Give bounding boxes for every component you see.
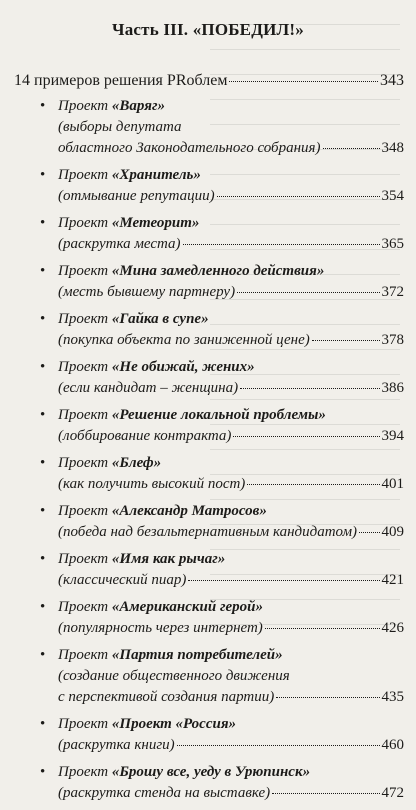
page-number: 354	[381, 188, 404, 204]
page-number: 435	[381, 689, 404, 705]
bullet-icon: •	[40, 599, 46, 615]
project-description: (месть бывшему партнеру)	[58, 284, 236, 300]
project-description: (раскрутка стенда на выставке)	[58, 785, 271, 801]
bullet-icon: •	[40, 215, 46, 231]
toc-entry[interactable]	[0, 645, 416, 708]
page-number: 348	[381, 140, 404, 156]
toc-entry[interactable]	[0, 261, 416, 303]
main-entry-page: 343	[380, 72, 404, 89]
project-name: «Проект «Россия»	[111, 716, 237, 732]
project-name: «Гайка в супе»	[111, 311, 209, 327]
dot-leader	[183, 244, 380, 245]
project-name: «Варяг»	[111, 98, 165, 114]
project-name: «Мина замедленного действия»	[111, 263, 325, 279]
toc-entry[interactable]	[0, 549, 416, 591]
page-number: 372	[381, 284, 404, 300]
page-number: 365	[381, 236, 404, 252]
project-prefix: Проект	[58, 503, 109, 519]
toc-entry[interactable]	[0, 405, 416, 447]
bullet-icon: •	[40, 455, 46, 471]
project-description: (популярность через интернет)	[58, 620, 263, 636]
project-name: «Имя как рычаг»	[111, 551, 226, 567]
project-description: (выборы депутата	[58, 119, 182, 135]
project-prefix: Проект	[58, 407, 109, 423]
page-number: 394	[381, 428, 404, 444]
project-prefix: Проект	[58, 98, 109, 114]
toc-entry[interactable]	[0, 213, 416, 255]
project-prefix: Проект	[58, 263, 109, 279]
project-description: (раскрутка книги)	[58, 737, 175, 753]
project-name: «Не обижай, жених»	[111, 359, 255, 375]
toc-entry[interactable]	[0, 165, 416, 207]
toc-main-entry[interactable]	[14, 72, 404, 90]
dot-leader	[177, 745, 380, 746]
project-name: «Решение локальной проблемы»	[111, 407, 326, 423]
toc-entry[interactable]	[0, 501, 416, 543]
bullet-icon: •	[40, 551, 46, 567]
page-number: 378	[381, 332, 404, 348]
bullet-icon: •	[40, 359, 46, 375]
dot-leader	[237, 292, 379, 293]
bullet-icon: •	[40, 503, 46, 519]
part-title: Часть III. «ПОБЕДИЛ!»	[112, 20, 304, 39]
bullet-icon: •	[40, 407, 46, 423]
project-description: (лоббирование контракта)	[58, 428, 232, 444]
project-prefix: Проект	[58, 599, 109, 615]
project-description: с перспективой создания партии)	[58, 689, 275, 705]
project-description: (покупка объекта по заниженной цене)	[58, 332, 310, 348]
project-name: «Блеф»	[111, 455, 162, 471]
project-description: (создание общественного движения	[58, 668, 290, 684]
project-description: (отмывание репутации)	[58, 188, 215, 204]
page-number: 472	[381, 785, 404, 801]
main-entry-label: 14 примеров решения PRоблем	[14, 72, 228, 89]
toc-entry[interactable]	[0, 714, 416, 756]
project-prefix: Проект	[58, 455, 109, 471]
project-prefix: Проект	[58, 167, 109, 183]
toc-entry[interactable]	[0, 453, 416, 495]
dot-leader	[276, 697, 379, 698]
dot-leader	[229, 81, 378, 82]
project-name: «Партия потребителей»	[111, 647, 283, 663]
toc-entry[interactable]	[0, 309, 416, 351]
project-description: (победа над безальтернативным кандидатом)	[58, 524, 358, 540]
toc-entry[interactable]	[0, 357, 416, 399]
project-name: «Метеорит»	[111, 215, 200, 231]
project-description: (если кандидат – женщина)	[58, 380, 239, 396]
dot-leader	[265, 628, 380, 629]
dot-leader	[188, 580, 379, 581]
bullet-icon: •	[40, 98, 46, 114]
toc-entry[interactable]	[0, 762, 416, 804]
project-name: «Брошу все, уеду в Урюпинск»	[111, 764, 311, 780]
project-prefix: Проект	[58, 215, 109, 231]
project-name: «Хранитель»	[111, 167, 201, 183]
project-prefix: Проект	[58, 647, 109, 663]
project-prefix: Проект	[58, 764, 109, 780]
project-name: «Американский герой»	[111, 599, 263, 615]
page-number: 460	[381, 737, 404, 753]
dot-leader	[323, 148, 380, 149]
bullet-icon: •	[40, 167, 46, 183]
page-number: 426	[381, 620, 404, 636]
dot-leader	[233, 436, 379, 437]
page-number: 409	[381, 524, 404, 540]
project-description: областного Законодательного собрания)	[58, 140, 321, 156]
project-prefix: Проект	[58, 716, 109, 732]
bullet-icon: •	[40, 311, 46, 327]
project-prefix: Проект	[58, 551, 109, 567]
toc-entry-list	[0, 96, 416, 810]
dot-leader	[312, 340, 380, 341]
project-description: (раскрутка места)	[58, 236, 181, 252]
dot-leader	[272, 793, 379, 794]
bullet-icon: •	[40, 647, 46, 663]
bullet-icon: •	[40, 764, 46, 780]
page-number: 386	[381, 380, 404, 396]
project-description: (как получить высокий пост)	[58, 476, 246, 492]
bullet-icon: •	[40, 263, 46, 279]
toc-entry[interactable]	[0, 96, 416, 159]
project-description: (классический пиар)	[58, 572, 187, 588]
toc-entry[interactable]	[0, 597, 416, 639]
bullet-icon: •	[40, 716, 46, 732]
dot-leader	[217, 196, 380, 197]
page-number: 421	[381, 572, 404, 588]
project-prefix: Проект	[58, 311, 109, 327]
dot-leader	[359, 532, 379, 533]
page-number: 401	[381, 476, 404, 492]
project-prefix: Проект	[58, 359, 109, 375]
dot-leader	[240, 388, 379, 389]
project-name: «Александр Матросов»	[111, 503, 267, 519]
dot-leader	[247, 484, 379, 485]
